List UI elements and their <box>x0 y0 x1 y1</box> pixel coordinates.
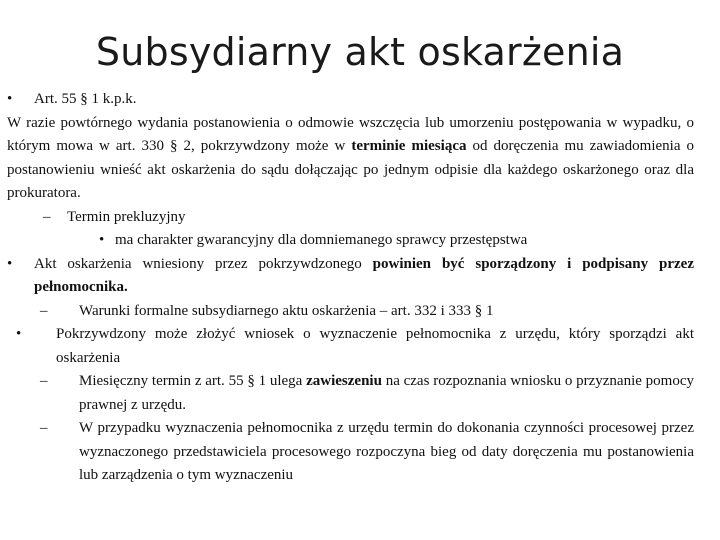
bullet-dot-icon: • <box>16 326 22 342</box>
sub-item-text: Miesięczny termin z art. 55 § 1 ulega <box>79 373 307 389</box>
bullet-dot-icon: • <box>7 255 13 272</box>
article-paragraph <box>7 112 694 206</box>
bullet-text: Akt oskarżenia wniesiony przez pokrzywdzonego <box>34 255 373 272</box>
paragraph-text: W razie powtórnego wydania postanowienia o odmowie wszczęcia lub umorzeniu postępowania w wypadku, o którym mowa w art. 330 § 2, pokrzywdzony może w <box>7 114 694 154</box>
paragraph-bold-text: terminie miesiąca <box>351 138 467 154</box>
dash-icon: – <box>40 373 48 389</box>
bullet-dot-icon: • <box>99 232 105 248</box>
sub-item-bold-text: zawieszeniu <box>306 373 382 389</box>
sub-item-text: Warunki formalne subsydiarnego aktu oskarżenia – art. 332 i 333 § 1 <box>79 302 494 319</box>
sub-item-termin-prekluzyjny <box>7 206 694 230</box>
bullet-text: Pokrzywdzony może złożyć wniosek o wyznaczenie pełnomocnika z urzędu, który sporządzi akt oskarżenia <box>56 326 694 366</box>
dash-icon: – <box>40 302 48 319</box>
slide-title: Subsydiarny akt oskarżenia <box>95 30 625 74</box>
sub-item-miesieczny-termin <box>7 370 694 417</box>
paragraph-text-end: od doręczenia mu zawiadomienia o postanowieniu wnieść akt oskarżenia do sądu dołączając po jednym odpisie dla każdego oskarżonego oraz dla prokuratora. <box>7 138 695 201</box>
subsub-item-gwarancyjny <box>7 229 694 253</box>
bullet-item-wniosek-pelnomocnik <box>7 323 694 370</box>
slide-content <box>7 88 694 488</box>
bullet-bold-text: powinien być sporządzony i podpisany przez pełnomocnika. <box>34 255 694 295</box>
bullet-text: Art. 55 § 1 k.p.k. <box>34 91 137 107</box>
dash-icon: – <box>43 208 51 225</box>
bullet-item-art55 <box>7 88 694 112</box>
sub-item-warunki-formalne <box>7 300 694 324</box>
sub-item-wyznaczenie-pelnomocnika <box>7 417 694 488</box>
sub-item-text: Termin prekluzyjny <box>67 208 186 225</box>
bullet-dot-icon: • <box>7 91 13 107</box>
sub-item-text: W przypadku wyznaczenia pełnomocnika z urzędu termin do dokonania czynności procesowej przez wyznaczonego przedstawiciela procesowego rozpoczyna bieg od daty doręczenia mu postanowienia lub zarządzenia o tym wyznaczeniu <box>79 420 694 483</box>
subsub-item-text: ma charakter gwarancyjny dla domniemanego sprawcy przestępstwa <box>115 232 528 248</box>
dash-icon: – <box>40 420 48 436</box>
sub-item-text-end: na czas rozpoznania wniosku o przyznanie pomocy prawnej z urzędu. <box>79 373 694 413</box>
bullet-item-akt-oskarzenia <box>7 253 694 300</box>
